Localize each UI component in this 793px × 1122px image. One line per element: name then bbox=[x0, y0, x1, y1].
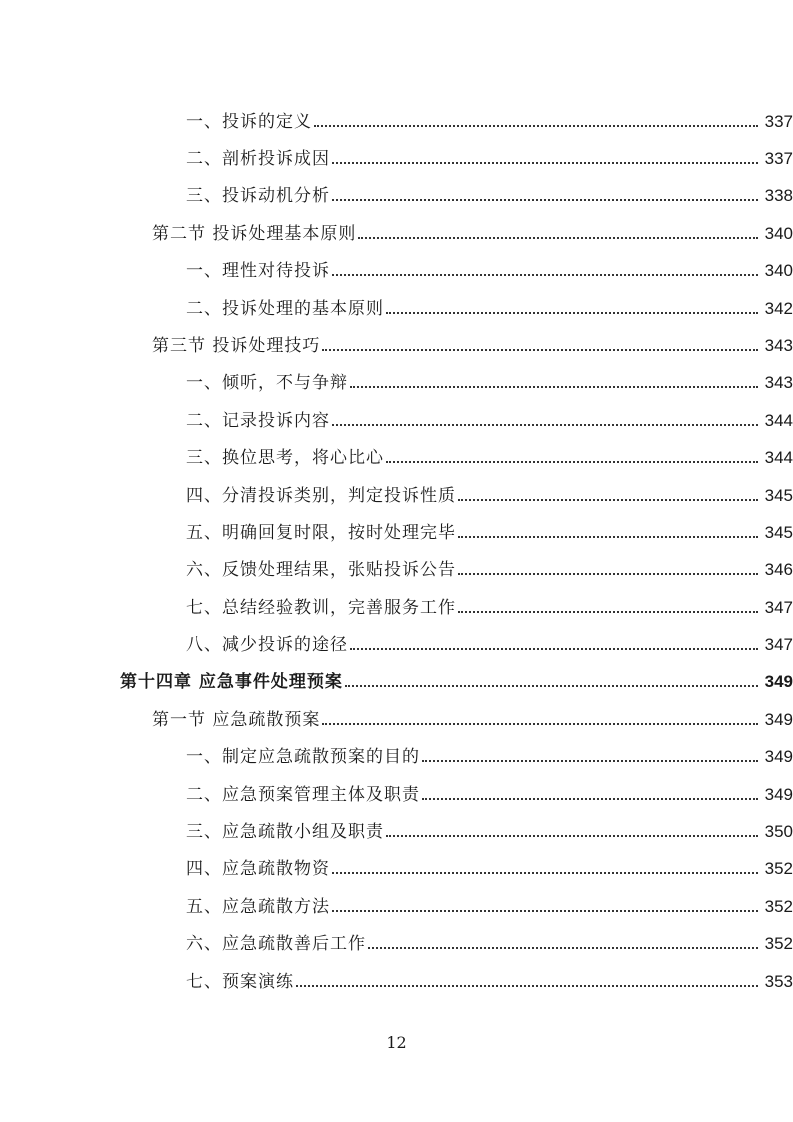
dot-leader bbox=[422, 798, 758, 800]
toc-entry[interactable] bbox=[0, 517, 793, 543]
toc-entry-label: 一、投诉的定义 bbox=[186, 112, 312, 132]
toc-entry-page: 346 bbox=[764, 560, 793, 579]
dot-leader bbox=[332, 162, 758, 164]
toc-entry-page: 337 bbox=[764, 112, 793, 131]
toc-entry[interactable] bbox=[0, 741, 793, 767]
toc-entry-page: 338 bbox=[764, 186, 793, 205]
toc-entry[interactable] bbox=[0, 106, 793, 132]
toc-entry-page: 353 bbox=[764, 972, 793, 991]
toc-entry[interactable] bbox=[0, 853, 793, 879]
dot-leader bbox=[368, 947, 758, 949]
toc-entry-page: 352 bbox=[764, 934, 793, 953]
toc-entry-label: 六、应急疏散善后工作 bbox=[186, 934, 366, 954]
toc-entry-page: 349 bbox=[764, 672, 793, 691]
toc-entry-page: 345 bbox=[764, 486, 793, 505]
dot-leader bbox=[332, 910, 758, 912]
toc-entry-page: 349 bbox=[764, 785, 793, 804]
toc-entry-label: 第十四章 应急事件处理预案 bbox=[120, 672, 343, 692]
toc-entry[interactable] bbox=[0, 442, 793, 468]
toc-entry-page: 340 bbox=[764, 261, 793, 280]
dot-leader bbox=[332, 274, 758, 276]
toc-entry-page: 337 bbox=[764, 149, 793, 168]
toc-entry[interactable] bbox=[0, 480, 793, 506]
dot-leader bbox=[322, 723, 758, 725]
toc-entry-label: 第一节 应急疏散预案 bbox=[152, 710, 321, 730]
toc-entry[interactable] bbox=[0, 405, 793, 431]
dot-leader bbox=[350, 386, 758, 388]
toc-entry-label: 一、理性对待投诉 bbox=[186, 261, 330, 281]
toc-entry[interactable] bbox=[0, 293, 793, 319]
dot-leader bbox=[345, 685, 758, 687]
page-number: 12 bbox=[386, 1033, 407, 1052]
toc-entry-page: 349 bbox=[764, 710, 793, 729]
toc-entry[interactable] bbox=[0, 966, 793, 992]
toc-entry-label: 五、应急疏散方法 bbox=[186, 897, 330, 917]
toc-entry-page: 352 bbox=[764, 859, 793, 878]
toc-entry-label: 三、换位思考，将心比心 bbox=[186, 448, 384, 468]
toc-section-entry[interactable] bbox=[0, 330, 793, 356]
toc-entry[interactable] bbox=[0, 928, 793, 954]
toc-entry-page: 343 bbox=[764, 373, 793, 392]
toc-entry[interactable] bbox=[0, 779, 793, 805]
dot-leader bbox=[458, 611, 758, 613]
toc-entry-label: 一、倾听，不与争辩 bbox=[186, 373, 348, 393]
toc-entry-label: 二、剖析投诉成因 bbox=[186, 149, 330, 169]
toc-entry-page: 349 bbox=[764, 747, 793, 766]
toc-entry[interactable] bbox=[0, 367, 793, 393]
dot-leader bbox=[422, 760, 758, 762]
toc-entry[interactable] bbox=[0, 554, 793, 580]
toc-entry-label: 二、投诉处理的基本原则 bbox=[186, 299, 384, 319]
toc-chapter-entry[interactable] bbox=[0, 666, 793, 692]
toc-entry-label: 三、应急疏散小组及职责 bbox=[186, 822, 384, 842]
toc-entry-label: 六、反馈处理结果，张贴投诉公告 bbox=[186, 560, 456, 580]
toc-entry-page: 343 bbox=[764, 336, 793, 355]
toc-entry-label: 二、记录投诉内容 bbox=[186, 411, 330, 431]
toc-entry-label: 七、预案演练 bbox=[186, 972, 294, 992]
toc-entry[interactable] bbox=[0, 816, 793, 842]
toc-entry-label: 第二节 投诉处理基本原则 bbox=[152, 224, 357, 244]
toc-entry-page: 352 bbox=[764, 897, 793, 916]
dot-leader bbox=[332, 199, 758, 201]
toc-entry-page: 340 bbox=[764, 224, 793, 243]
toc-entry-label: 一、制定应急疏散预案的目的 bbox=[186, 747, 420, 767]
toc-entry-label: 三、投诉动机分析 bbox=[186, 186, 330, 206]
toc-entry-label: 七、总结经验教训，完善服务工作 bbox=[186, 598, 456, 618]
toc-entry-label: 四、应急疏散物资 bbox=[186, 859, 330, 879]
toc-entry[interactable] bbox=[0, 592, 793, 618]
toc-entry[interactable] bbox=[0, 255, 793, 281]
dot-leader bbox=[314, 125, 758, 127]
toc-entry-page: 345 bbox=[764, 523, 793, 542]
dot-leader bbox=[386, 461, 758, 463]
dot-leader bbox=[350, 648, 758, 650]
toc-entry[interactable] bbox=[0, 629, 793, 655]
toc-section-entry[interactable] bbox=[0, 218, 793, 244]
dot-leader bbox=[332, 872, 758, 874]
toc-entry-page: 347 bbox=[764, 635, 793, 654]
toc-entry[interactable] bbox=[0, 891, 793, 917]
toc-entry-label: 八、减少投诉的途径 bbox=[186, 635, 348, 655]
dot-leader bbox=[458, 499, 758, 501]
dot-leader bbox=[296, 985, 758, 987]
dot-leader bbox=[386, 312, 758, 314]
dot-leader bbox=[358, 237, 758, 239]
toc-entry-page: 350 bbox=[764, 822, 793, 841]
toc-entry-label: 五、明确回复时限，按时处理完毕 bbox=[186, 523, 456, 543]
toc-entry-page: 342 bbox=[764, 299, 793, 318]
toc-entry-page: 347 bbox=[764, 598, 793, 617]
dot-leader bbox=[386, 835, 758, 837]
toc-section-entry[interactable] bbox=[0, 704, 793, 730]
dot-leader bbox=[322, 349, 758, 351]
dot-leader bbox=[458, 573, 758, 575]
toc-entry[interactable] bbox=[0, 180, 793, 206]
toc-entry-label: 二、应急预案管理主体及职责 bbox=[186, 785, 420, 805]
toc-entry-label: 四、分清投诉类别，判定投诉性质 bbox=[186, 486, 456, 506]
toc-entry[interactable] bbox=[0, 143, 793, 169]
toc-entry-label: 第三节 投诉处理技巧 bbox=[152, 336, 321, 356]
dot-leader bbox=[458, 536, 758, 538]
toc-entry-page: 344 bbox=[764, 448, 793, 467]
dot-leader bbox=[332, 424, 758, 426]
toc-entry-page: 344 bbox=[764, 411, 793, 430]
